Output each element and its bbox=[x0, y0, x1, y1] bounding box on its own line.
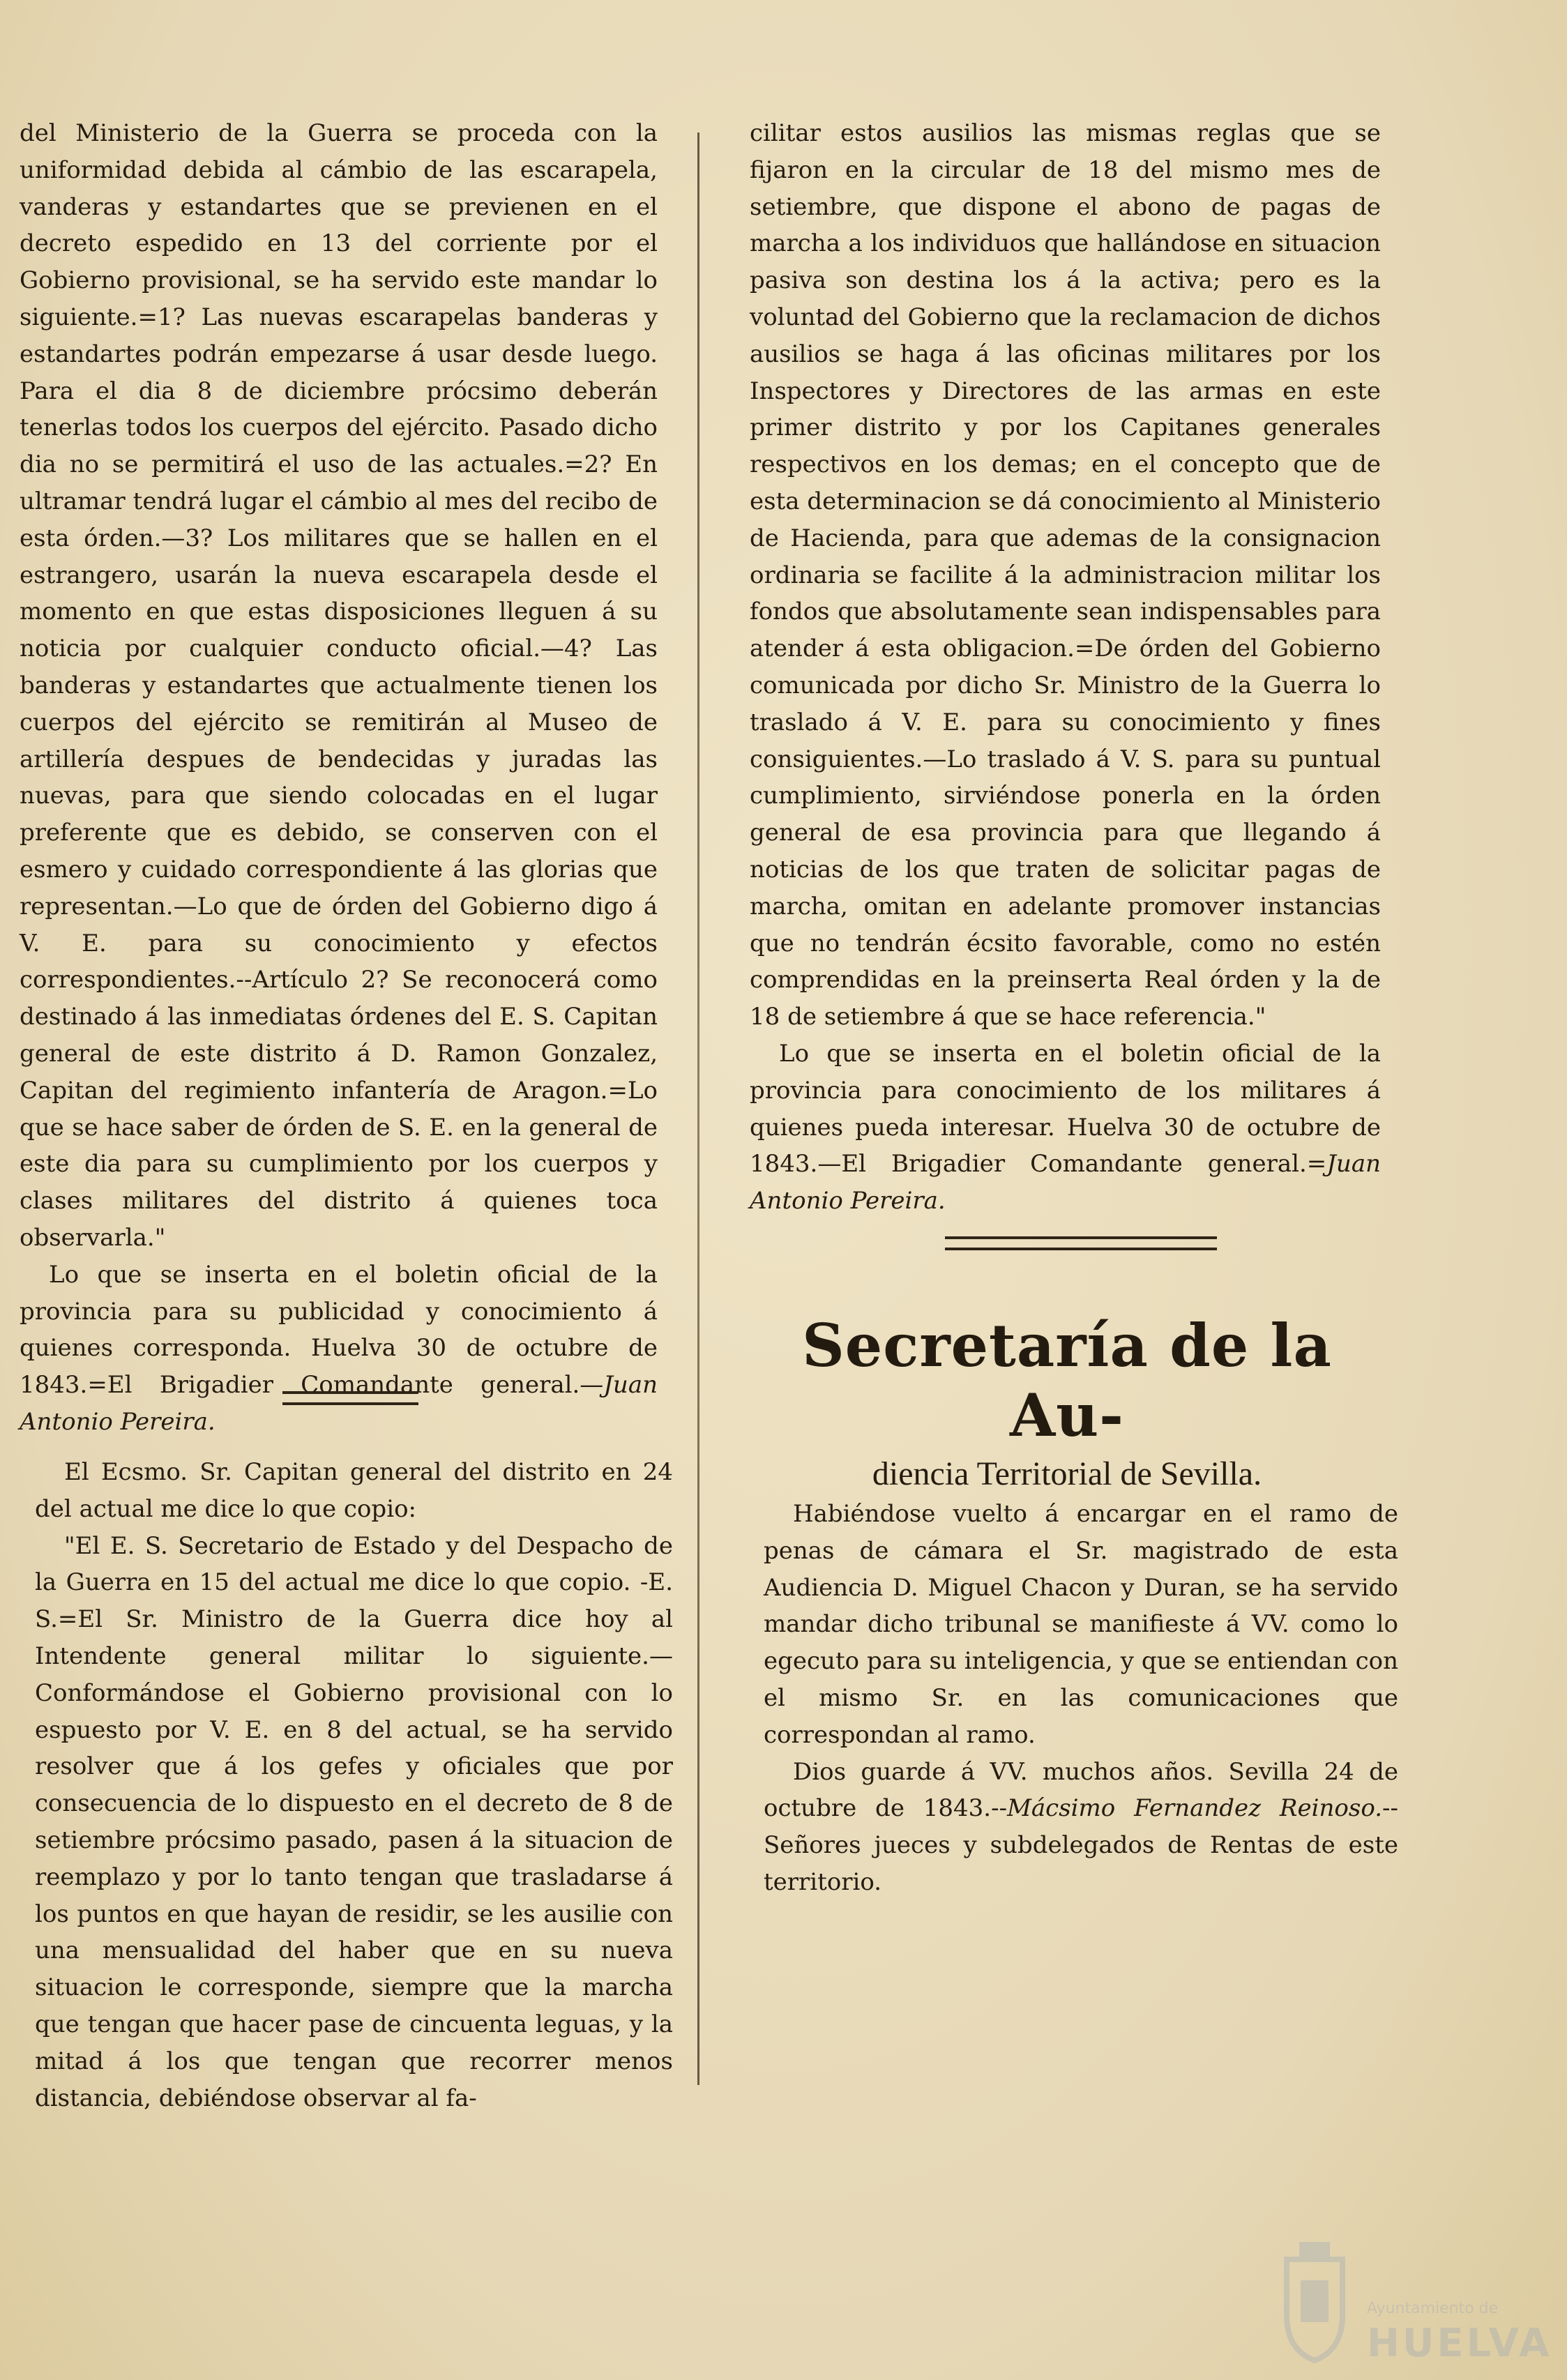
archive-watermark bbox=[1273, 2231, 1552, 2371]
right-column-bottom bbox=[764, 1496, 1398, 1901]
paragraph-text: Lo que se inserta en el boletin oficial de la provincia para su publicidad y conocimiento á quienes corresponda. Huelva 30 de octubre de 1843.=El Brigadier Comandante general.— bbox=[20, 1260, 658, 1400]
closing-text: -- Señores jueces y subdelegados de Rentas de este territorio. bbox=[764, 1794, 1398, 1896]
section-divider bbox=[282, 1391, 418, 1405]
paragraph-text: Lo que se inserta en el boletin oficial de la provincia para conocimiento de los militares á quienes pueda interesar. Huelva 30 de octubre de 1843.—El Brigadier Comandante general.= bbox=[750, 1039, 1381, 1178]
watermark-line1: Ayuntamiento de bbox=[1367, 2300, 1499, 2317]
paragraph-text: Dios guarde á VV. muchos años. Sevilla 24 de octubre de 1843.-- bbox=[764, 1757, 1398, 1823]
paragraph bbox=[20, 1257, 658, 1441]
watermark-line2: HUELVA bbox=[1367, 2321, 1552, 2366]
right-column-top bbox=[750, 115, 1381, 1220]
paragraph: cilitar estos ausilios las mismas reglas que se fijaron en la circular de 18 del mismo mes de setiembre, que dispone el abono de pagas de marcha a los individuos que hallándose en situacion pasiva son destina los á la activa; pero es la voluntad del Gobierno que la reclamacion de dichos ausilios se haga á las oficinas militares por los Inspectores y Directores de las armas en este primer distrito y por los Capitanes generales respectivos en los demas; en el concepto que de esta determinacion se dá conocimiento al Ministerio de Hacienda, para que ademas de la consignacion ordinaria se facilite á la administracion militar los fondos que absolutamente sean indispensables para atender á esta obligacion.=De órden del Gobierno comunicada por dicho Sr. Ministro de la Guerra lo traslado á V. E. para su conocimiento y fines consiguientes.—Lo traslado á V. S. para su puntual cumplimiento, sirviéndose ponerla en la órden general de esa provincia para que llegando á noticias de los que traten de solicitar pagas de marcha, omitan en adelante promover instancias que no tendrán écsito favorable, como no estén comprendidas en la preinserta Real órden y la de 18 de setiembre á que se hace referencia." bbox=[750, 119, 1381, 1031]
left-column-top bbox=[20, 115, 658, 1441]
paragraph: del Ministerio de la Guerra se proceda con la uniformidad debida al cámbio de las escarapela, vanderas y estandartes que se previenen en el decreto espedido en 13 del corriente por el Gobierno provisional, se ha servido este mandar lo siguiente.=1? Las nuevas escarapelas banderas y estandartes podrán empezarse á usar desde luego. Para el dia 8 de diciembre prócsimo deberán tenerlas todos los cuerpos del ejército. Pasado dicho dia no se permitirá el uso de las actuales.=2? En ultramar tendrá lugar el cámbio al mes del recibo de esta órden.—3? Los militares que se hallen en el estrangero, usarán la nueva escarapela desde el momento en que estas disposiciones lleguen á su noticia por cualquier conducto oficial.—4? Las banderas y estandartes que actualmente tienen los cuerpos del ejército se remitirán al Museo de artillería despues de bendecidas y juradas las nuevas, para que siendo colocadas en el lugar preferente que es debido, se conserven con el esmero y cuidado correspondiente á las glorias que representan.—Lo que de órden del Gobierno digo á V. E. para su conocimiento y efectos correspondientes.--Artículo 2? Se reconocerá como destinado á las inmediatas órdenes del E. S. Capitan general de este distrito á D. Ramon Gonzalez, Capitan del regimiento infantería de Aragon.=Lo que se hace saber de órden de S. E. en la general de este dia para su cumplimiento por los cuerpos y clases militares del distrito á quienes toca observarla." bbox=[20, 119, 658, 1252]
paragraph bbox=[764, 1754, 1398, 1901]
paragraph: Habiéndose vuelto á encargar en el ramo de penas de cámara el Sr. magistrado de esta Audiencia D. Miguel Chacon y Duran, se ha servido mandar dicho tribunal se manifieste á VV. como lo egecuto para su inteligencia, y que se entiendan con el mismo Sr. en las comunicaciones que correspondan al ramo. bbox=[764, 1500, 1398, 1749]
section-subtitle: diencia Territorial de Sevilla. bbox=[872, 1455, 1262, 1492]
section-heading bbox=[753, 1311, 1381, 1495]
section-divider bbox=[945, 1236, 1217, 1250]
paragraph: El Ecsmo. Sr. Capitan general del distrito en 24 del actual me dice lo que copio: bbox=[35, 1458, 673, 1523]
section-title: Secretaría de la Au- bbox=[802, 1311, 1332, 1450]
signature: Juan Antonio Pereira. bbox=[20, 1371, 658, 1436]
signature: Mácsimo Fernandez Reinoso. bbox=[1007, 1794, 1382, 1823]
column-divider bbox=[697, 132, 699, 2085]
paragraph bbox=[750, 1036, 1381, 1220]
city-shield-icon bbox=[1273, 2231, 1356, 2364]
left-column-bottom bbox=[35, 1454, 673, 2116]
paragraph: "El E. S. Secretario de Estado y del Despacho de la Guerra en 15 del actual me dice lo que copio. -E. S.=El Sr. Ministro de la Guerra dice hoy al Intendente general militar lo siguiente.—Conformándose el Gobierno provisional con lo espuesto por V. E. en 8 del actual, se ha servido resolver que á los gefes y oficiales que por consecuencia de lo dispuesto en el decreto de 8 de setiembre prócsimo pasado, pasen á la situacion de reemplazo y por lo tanto tengan que trasladarse á los puntos en que hayan de residir, se les ausilie con una mensualidad del haber que en su nueva situacion le corresponde, siempre que la marcha que tengan que hacer pase de cincuenta leguas, y la mitad á los que tengan que recorrer menos distancia, debiéndose observar al fa- bbox=[35, 1531, 673, 2112]
signature: Juan Antonio Pereira. bbox=[750, 1150, 1381, 1215]
